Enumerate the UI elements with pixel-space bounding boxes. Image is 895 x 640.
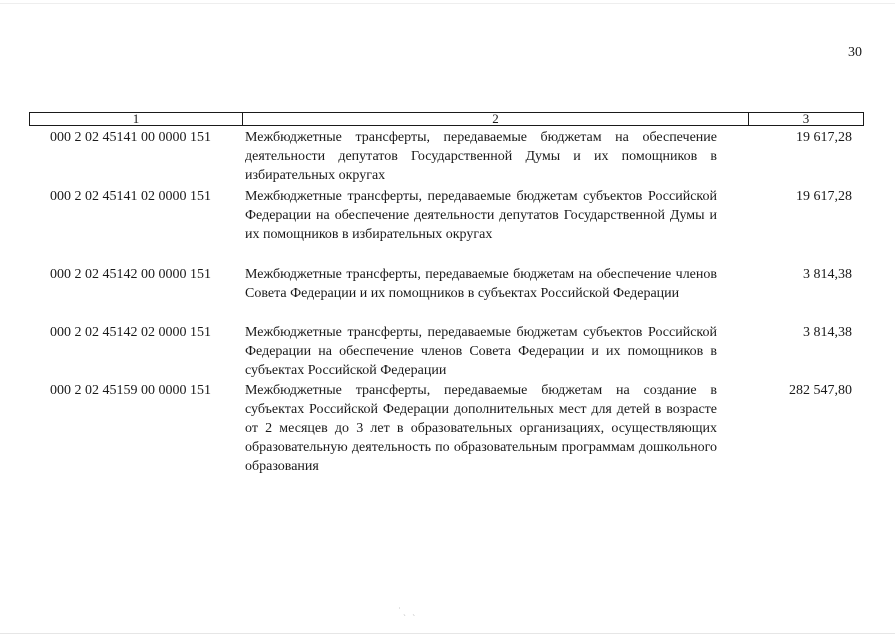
row-amount: 282 547,80 bbox=[789, 383, 852, 398]
budget-code: 000 2 02 45141 02 0000 151 bbox=[50, 189, 211, 204]
table-header-row bbox=[29, 112, 864, 126]
row-amount: 3 814,38 bbox=[803, 325, 852, 340]
scan-top-edge bbox=[0, 3, 895, 4]
row-description: Межбюджетные трансферты, передаваемые бюджетам на создание в субъектах Российской Федерации дополнительных мест для детей в возрасте от 2 месяцев до 3 лет в образовательных организациях, осуществляющих образовательную деятельность по образовательным программам дошкольного образования bbox=[245, 383, 717, 474]
column-header-1: 1 bbox=[30, 113, 243, 125]
column-header-2: 2 bbox=[243, 113, 749, 125]
row-amount: 19 617,28 bbox=[796, 189, 852, 204]
row-amount: 3 814,38 bbox=[803, 267, 852, 282]
column-header-3: 3 bbox=[802, 111, 810, 126]
row-description: Межбюджетные трансферты, передаваемые бюджетам на обеспечение членов Совета Федерации и их помощников в субъектах Российской Федерации bbox=[245, 267, 717, 301]
budget-code: 000 2 02 45159 00 0000 151 bbox=[50, 383, 211, 398]
row-amount: 19 617,28 bbox=[796, 130, 852, 145]
scan-bottom-edge bbox=[0, 633, 895, 634]
budget-code: 000 2 02 45141 00 0000 151 bbox=[50, 130, 211, 145]
row-description: Межбюджетные трансферты, передаваемые бюджетам субъектов Российской Федерации на обеспечение членов Совета Федерации и их помощников в субъектах Российской Федерации bbox=[245, 325, 717, 378]
page-number: 30 bbox=[848, 45, 862, 60]
budget-code: 000 2 02 45142 00 0000 151 bbox=[50, 267, 211, 282]
budget-code: 000 2 02 45142 02 0000 151 bbox=[50, 325, 211, 340]
row-description: Межбюджетные трансферты, передаваемые бюджетам на обеспечение деятельности депутатов Государственной Думы и их помощников в избирательных округах bbox=[245, 130, 717, 183]
scan-artifact-icon: ˙ˎ ˏ bbox=[398, 606, 418, 616]
row-description: Межбюджетные трансферты, передаваемые бюджетам субъектов Российской Федерации на обеспечение деятельности депутатов Государственной Думы и их помощников в избирательных округах bbox=[245, 189, 717, 242]
